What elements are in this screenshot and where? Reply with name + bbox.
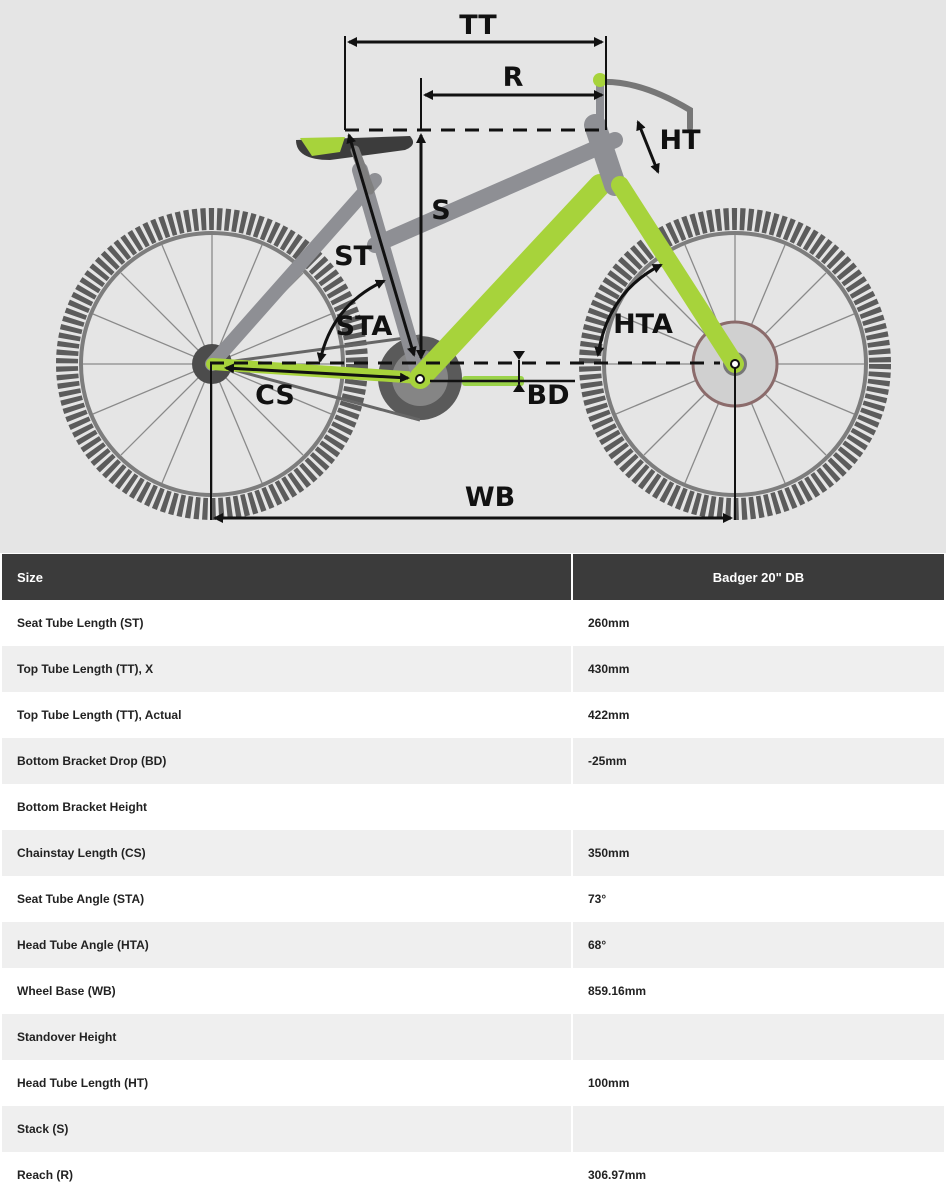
table-row [2,968,944,1014]
label-sta: STA [335,311,393,342]
measurement-label: Reach (R) [2,1152,571,1198]
measurement-value: -25mm [573,738,944,784]
table-row [2,1152,944,1198]
label-cs: CS [255,380,295,411]
measurement-label: Head Tube Angle (HTA) [2,922,571,968]
table-row [2,1060,944,1106]
table-row [2,646,944,692]
table-row [2,1014,944,1060]
table-row [2,922,944,968]
measurement-value [573,1106,944,1152]
label-r: R [502,62,524,93]
measurement-label: Stack (S) [2,1106,571,1152]
measurement-value: 306.97mm [573,1152,944,1198]
measurement-value: 260mm [573,600,944,646]
table-row [2,738,944,784]
label-st: ST [334,241,372,272]
table-row [2,830,944,876]
measurement-label: Head Tube Length (HT) [2,1060,571,1106]
measurement-label: Seat Tube Length (ST) [2,600,571,646]
geometry-table [0,554,946,1198]
column-header-size: Size [2,554,571,600]
label-wb: WB [464,482,516,513]
measurement-label: Bottom Bracket Height [2,784,571,830]
measurement-label: Seat Tube Angle (STA) [2,876,571,922]
table-body [2,600,944,1198]
measurement-value: 350mm [573,830,944,876]
table-row [2,1106,944,1152]
column-header-model: Badger 20" DB [573,554,944,600]
label-ht: HT [659,125,701,156]
measurement-label: Top Tube Length (TT), Actual [2,692,571,738]
table-row [2,692,944,738]
measurement-value [573,1014,944,1060]
label-bd: BD [526,380,570,411]
label-tt: TT [459,10,497,41]
table-row [2,784,944,830]
label-hta: HTA [613,309,673,340]
table-header-row [2,554,944,600]
label-s: S [431,195,451,226]
measurement-label: Chainstay Length (CS) [2,830,571,876]
measurement-label: Top Tube Length (TT), X [2,646,571,692]
measurement-label: Standover Height [2,1014,571,1060]
bike-illustration [0,0,946,553]
measurement-value: 73° [573,876,944,922]
measurement-value: 100mm [573,1060,944,1106]
measurement-label: Bottom Bracket Drop (BD) [2,738,571,784]
table-row [2,876,944,922]
measurement-label: Wheel Base (WB) [2,968,571,1014]
ht-arrow [638,122,658,172]
measurement-value: 68° [573,922,944,968]
measurement-value: 859.16mm [573,968,944,1014]
measurement-value: 430mm [573,646,944,692]
measurement-value [573,784,944,830]
measurement-value: 422mm [573,692,944,738]
table-row [2,600,944,646]
bike-geometry-diagram [0,0,946,553]
